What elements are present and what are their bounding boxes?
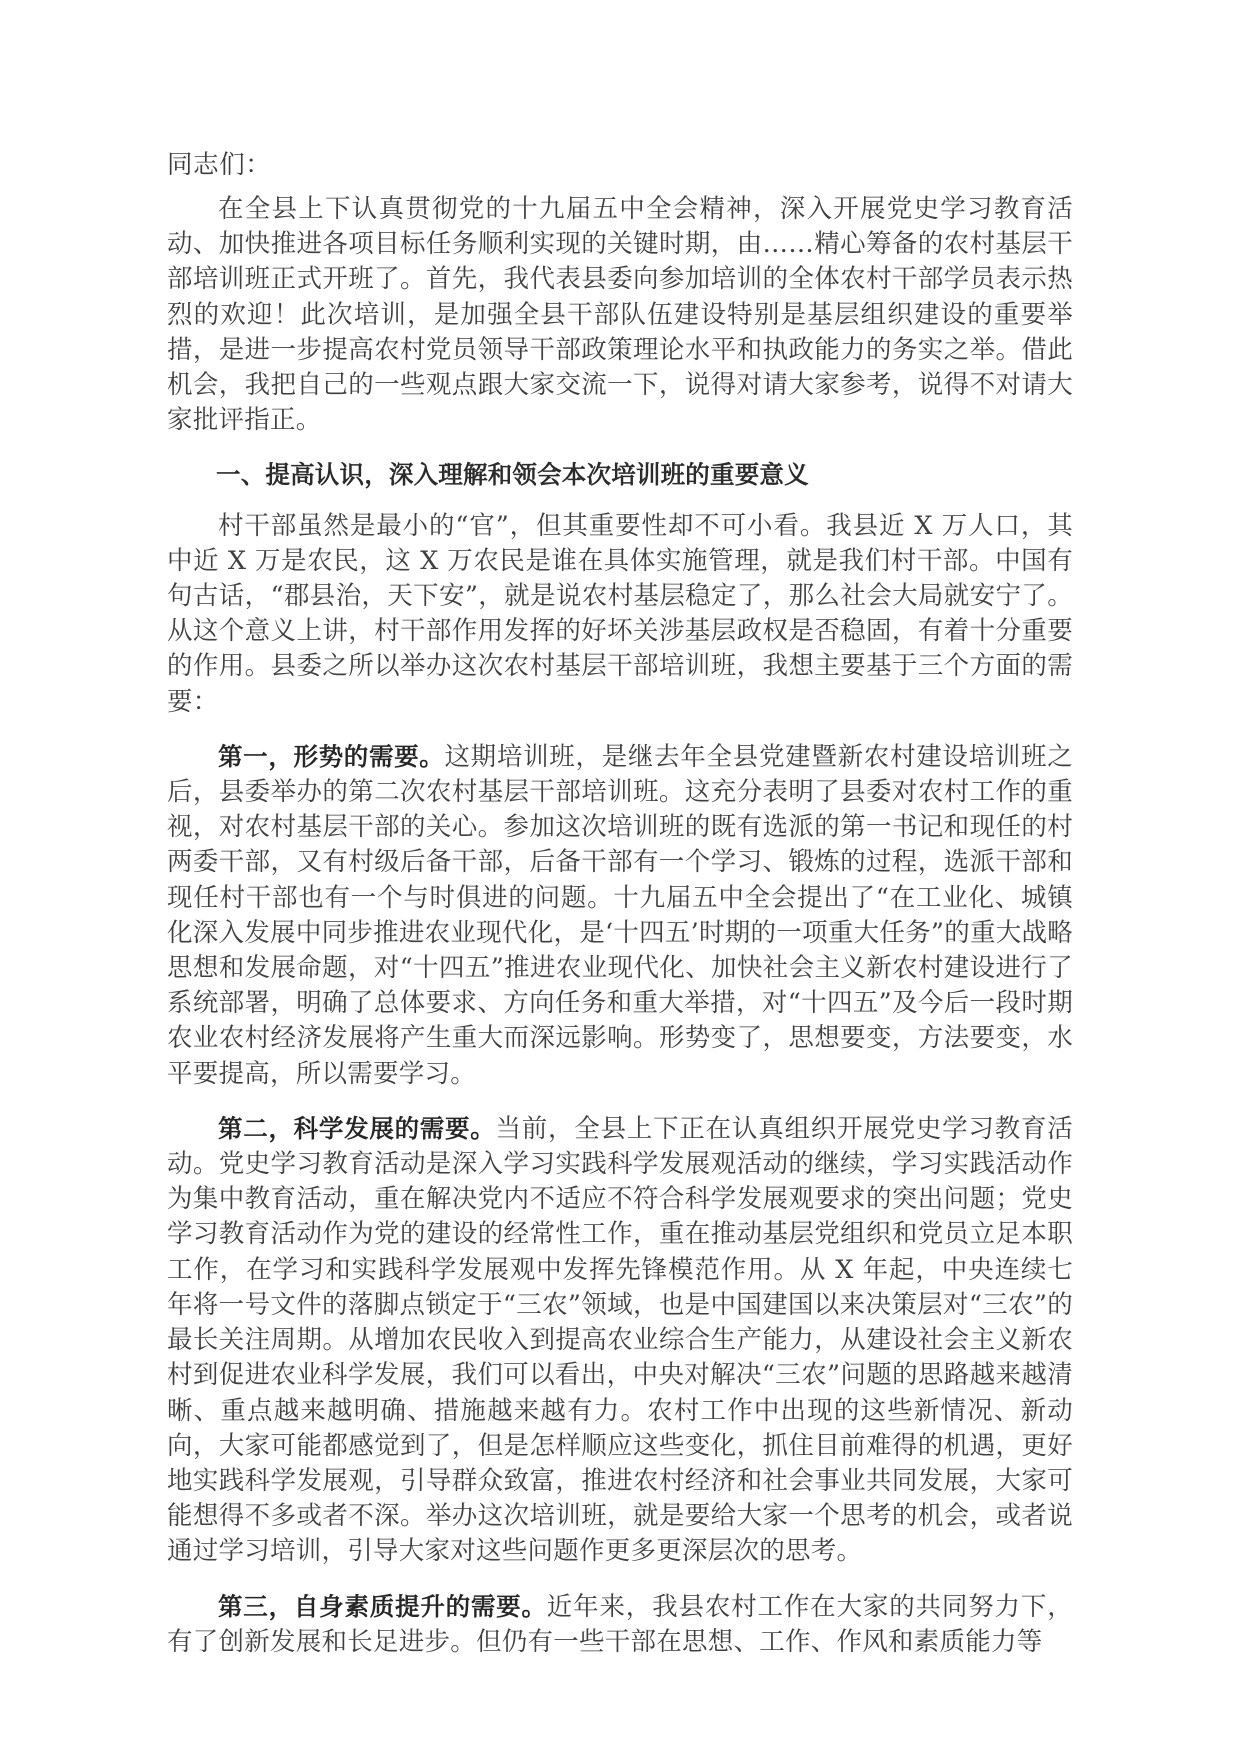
paragraph-point-2 <box>167 1111 1073 1570</box>
body-text-point-2: 当前，全县上下正在认真组织开展党史学习教育活动。党史学习教育活动是深入学习实践科学发展观活动的继续，学习实践活动作为集中教育活动，重在解决党内不适应不符合科学发展观要求的突出问题；党史学习教育活动作为党的建设的经常性工作，重在推动基层党组织和党员立足本职工作，在学习和实践科学发展观中发挥先锋模范作用。从 X 年起，中央连续七年将一号文件的落脚点锁定于“三农”领域，也是中国建国以来决策层对“三农”的最长关注周期。从增加农民收入到提高农业综合生产能力，从建设社会主义新农村到促进农业科学发展，我们可以看出，中央对解决“三农”问题的思路越来越清晰、重点越来越明确、措施越来越有力。农村工作中出现的这些新情况、新动向，大家可能都感觉到了，但是怎样顺应这些变化，抓住目前难得的机遇，更好地实践科学发展观，引导群众致富，推进农村经济和社会事业共同发展，大家可能想得不多或者不深。举办这次培训班，就是要给大家一个思考的机会，或者说通过学习培训，引导大家对这些问题作更多更深层次的思考。 <box>167 1113 1073 1567</box>
salutation-line: 同志们： <box>167 150 272 180</box>
lead-in-point-1: 第一，形势的需要。 <box>218 741 445 771</box>
body-text-point-3: 近年来，我县农村工作在大家的共同努力下，有了创新发展和长足进步。但仍有一些干部在思想、工作、作风和素质能力等 <box>167 1591 1073 1657</box>
paragraph-point-1 <box>167 739 1073 1092</box>
paragraph-point-3 <box>167 1589 1073 1660</box>
paragraph-section-1-body: 村干部虽然是最小的“官”，但其重要性却不可小看。我县近 X 万人口，其中近 X 万是农民，这 X 万农民是谁在具体实施管理，就是我们村干部。中国有句古话，“郡县治，天下安”，就是说农村基层稳定了，那么社会大局就安宁了。从这个意义上讲，村干部作用发挥的好坏关涉基层政权是否稳固，有着十分重要的作用。县委之所以举办这次农村基层干部培训班，我想主要基于三个方面的需要： <box>167 510 1073 717</box>
section-heading-1: 一、提高认识，深入理解和领会本次培训班的重要意义 <box>216 460 809 490</box>
paragraph-intro: 在全县上下认真贯彻党的十九届五中全会精神，深入开展党史学习教育活动、加快推进各项目标任务顺利实现的关键时期，由……精心筹备的农村基层干部培训班正式开班了。首先，我代表县委向参加培训的全体农村干部学员表示热烈的欢迎！此次培训，是加强全县干部队伍建设特别是基层组织建设的重要举措，是进一步提高农村党员领导干部政策理论水平和执政能力的务实之举。借此机会，我把自己的一些观点跟大家交流一下，说得对请大家参考，说得不对请大家批评指正。 <box>167 194 1073 436</box>
document-body <box>167 148 1073 1660</box>
lead-in-point-2: 第二，科学发展的需要。 <box>218 1113 496 1143</box>
body-text-point-1: 这期培训班，是继去年全县党建暨新农村建设培训班之后，县委举办的第二次农村基层干部培训班。这充分表明了县委对农村工作的重视，对农村基层干部的关心。参加这次培训班的既有选派的第一书记和现任的村两委干部，又有村级后备干部，后备干部有一个学习、锻炼的过程，选派干部和现任村干部也有一个与时俱进的问题。十九届五中全会提出了“在工业化、城镇化深入发展中同步推进农业现代化，是‘十四五’时期的一项重大任务”的重大战略思想和发展命题，对“十四五”推进农业现代化、加快社会主义新农村建设进行了系统部署，明确了总体要求、方向任务和重大举措，对“十四五”及今后一段时期农业农村经济发展将产生重大而深远影响。形势变了，思想要变，方法要变，水平要提高，所以需要学习。 <box>167 741 1073 1089</box>
lead-in-point-3: 第三，自身素质提升的需要。 <box>218 1591 547 1621</box>
